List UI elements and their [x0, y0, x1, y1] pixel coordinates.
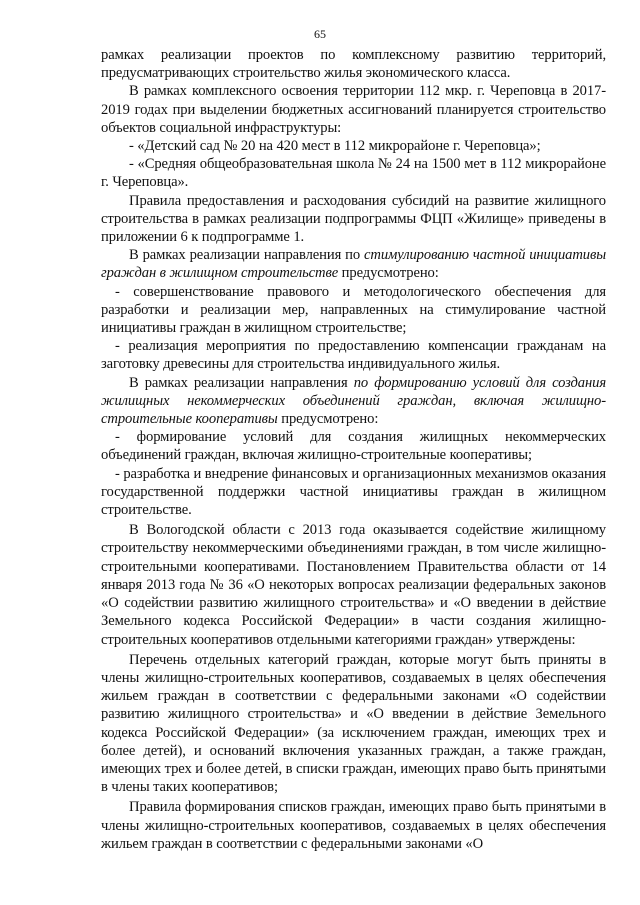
paragraph-cooperatives-lead: В рамках реализации направления [129, 374, 354, 391]
list-item-legal-support: - совершенствование правового и методологического обеспечения для разработки и реализации мер, направленных на стимулирование частной инициативы граждан в жилищном строительстве; [101, 283, 606, 337]
paragraph-private-initiative [101, 246, 606, 282]
list-item-wood-compensation: - реализация мероприятия по предоставлению компенсации гражданам на заготовку древесины для строительства индивидуального жилья. [101, 338, 606, 373]
paragraph-cooperatives-emphasis: по формированию условий для создания жилищных некоммерческих объединений граждан, включая жилищно-строительные кооперативы [101, 374, 607, 428]
page-number: 65 [314, 27, 326, 41]
paragraph-complex-development: В рамках комплексного освоения территории 112 мкр. г. Череповца в 2017-2019 годах при выделении бюджетных ассигнований планируется строительство объектов социальной инфраструктуры: [101, 83, 606, 136]
paragraph-subsidy-rules: Правила предоставления и расходования субсидий на развитие жилищного строительства в рамках реализации подпрограммы ФЦП «Жилище» приведены в приложении 6 к подпрограмме 1. [101, 192, 606, 246]
paragraph-categories-list: Перечень отдельных категорий граждан, которые могут быть приняты в члены жилищно-строительных кооперативов, создаваемых в целях обеспечения жильем граждан в соответствии с федеральными законами «О содействии развитию жилищного строительства» и «О введении в действие Земельного кодекса Российской Федерации» (за исключением граждан, имеющих трех и более детей), и оснований включения указанных граждан, а также граждан, имеющих трех и более детей, в списки граждан, имеющих право быть принятыми в члены таких кооперативов; [101, 651, 606, 796]
document-body [101, 46, 606, 853]
paragraph-private-initiative-emphasis: стимулированию частной инициативы граждан в жилищном строительстве [101, 247, 606, 282]
list-item-school: - «Средняя общеобразовательная школа № 24 на 1500 мет в 112 микрорайоне г. Череповца». [101, 156, 606, 191]
paragraph-cooperatives-tail: предусмотрено: [277, 411, 379, 428]
paragraph-private-initiative-lead: В рамках реализации направления по [129, 247, 364, 264]
list-item-mechanisms: - разработка и внедрение финансовых и организационных механизмов оказания государственной поддержки частной инициативы граждан в жилищном строительстве. [101, 465, 606, 519]
list-item-conditions: - формирование условий для создания жилищных некоммерческих объединений граждан, включая жилищно-строительные кооперативы; [101, 429, 606, 464]
paragraph-cooperatives-direction [101, 374, 606, 429]
paragraph-vologda-2013: В Вологодской области с 2013 года оказывается содействие жилищному строительству некоммерческими объединениями граждан, в том числе жилищно-строительными кооперативами. Постановлением Правительства области от 14 января 2013 года № 36 «О некоторых вопросах реализации федеральных законов «О содействии развитию жилищного строительства» и «О введении в действие Земельного кодекса Российской Федерации» в части создания жилищно-строительных кооперативов отдельными категориями граждан» утверждены: [101, 522, 606, 648]
paragraph-list-rules: Правила формирования списков граждан, имеющих право быть принятыми в члены жилищно-строительных кооперативов, создаваемых в целях обеспечения жильем граждан в соответствии с федеральными законами «О [101, 799, 606, 852]
paragraph-intro-continuation: рамках реализации проектов по комплексному развитию территорий, предусматривающих строительство жилья экономического класса. [101, 47, 606, 82]
list-item-kindergarten: - «Детский сад № 20 на 420 мест в 112 микрорайоне г. Череповца»; [129, 138, 541, 155]
paragraph-private-initiative-tail: предусмотрено: [338, 265, 439, 282]
